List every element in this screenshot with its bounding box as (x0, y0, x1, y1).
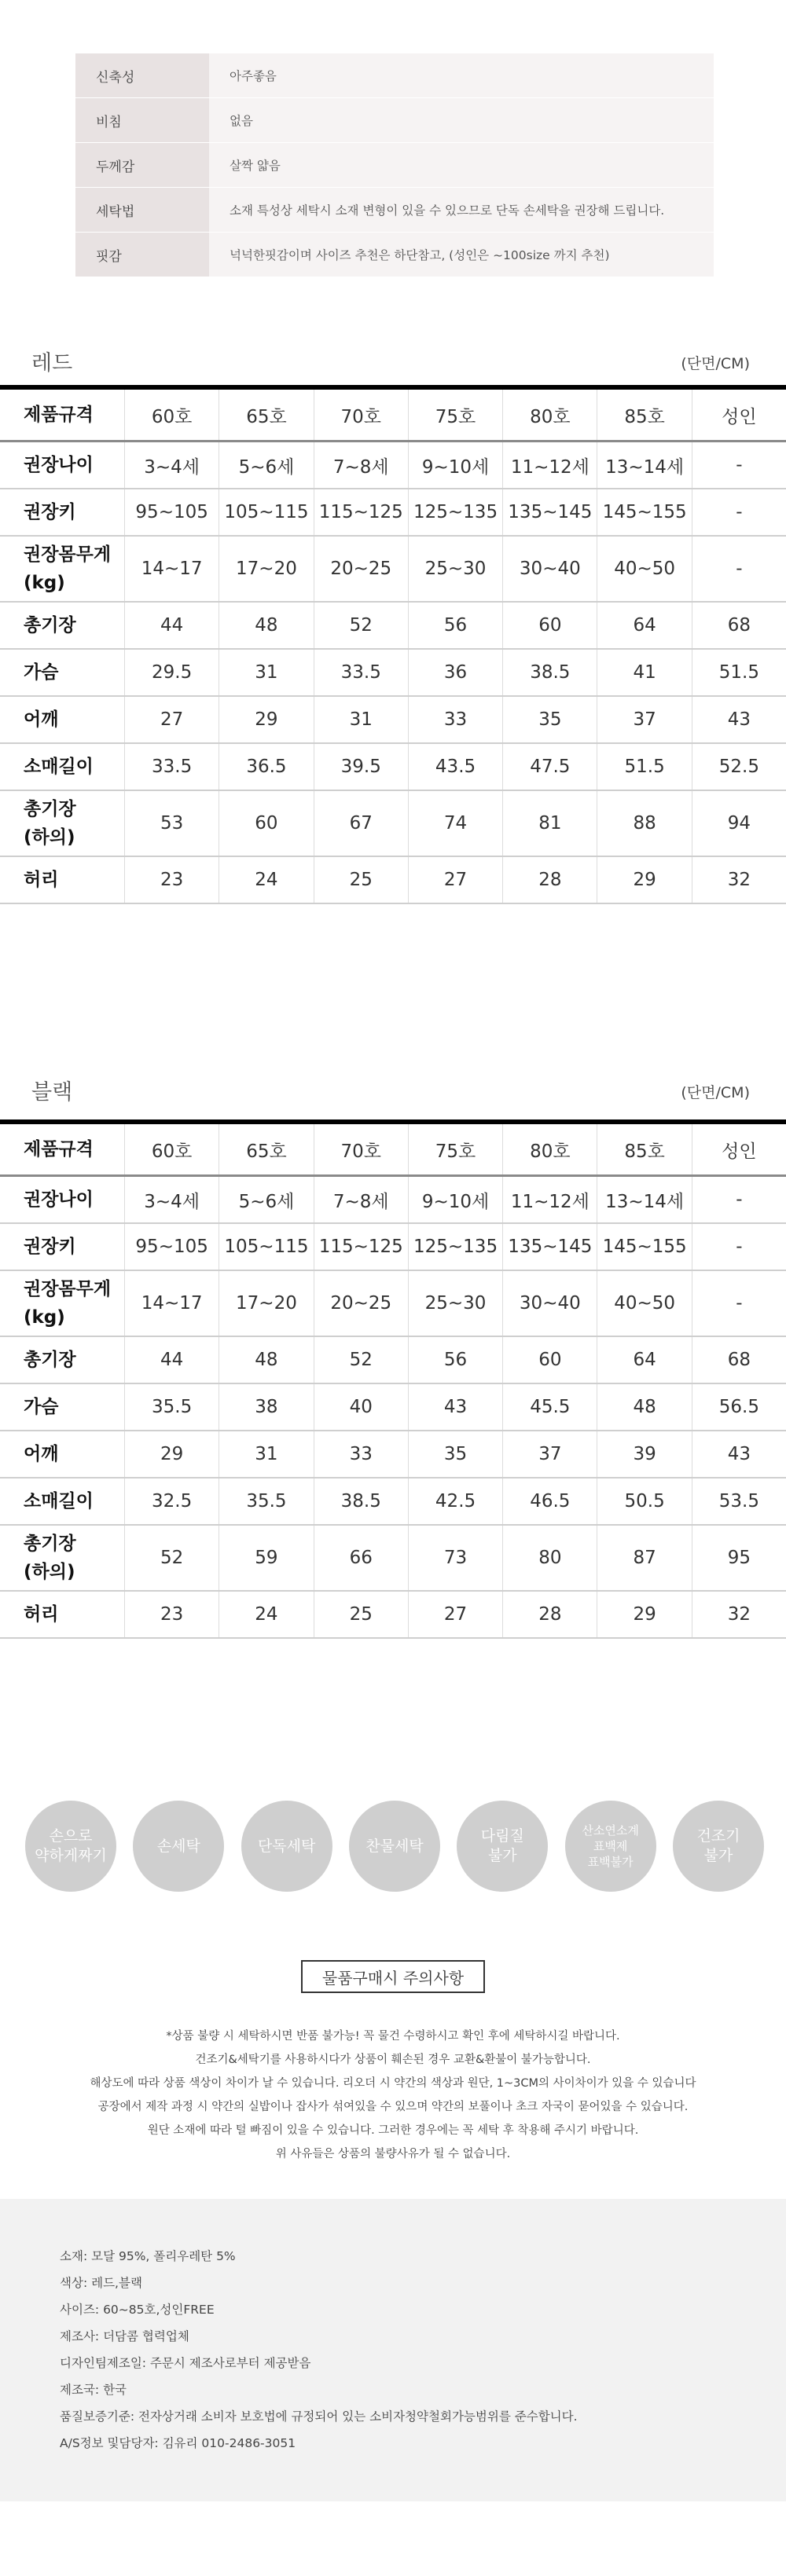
care-icon-label (481, 1827, 524, 1866)
header-size: 85호 (597, 1124, 691, 1174)
table-cell: 56 (408, 603, 502, 648)
table-cell: 29 (219, 697, 313, 742)
table-row (0, 1271, 786, 1337)
table-cell: 33 (314, 1431, 408, 1477)
row-label (0, 1384, 124, 1430)
care-icon-line: 불가 (703, 1847, 733, 1864)
attribute-key: 비침 (75, 98, 209, 142)
table-cell: 74 (408, 791, 502, 856)
table-cell: 13~14세 (597, 1177, 691, 1222)
table-cell: 95~105 (124, 1224, 219, 1270)
table-cell: 30~40 (502, 1271, 597, 1336)
table-cell: 25 (314, 857, 408, 903)
row-label-line: 권장나이 (24, 455, 94, 475)
table-cell: 23 (124, 857, 219, 903)
section-title: 블랙 (31, 1080, 73, 1105)
row-label (0, 1271, 124, 1336)
table-cell: 48 (219, 603, 313, 648)
attribute-row (75, 233, 714, 277)
attribute-value: 소재 특성상 세탁시 소재 변형이 있을 수 있으므로 단독 손세탁을 권장해 드립니다. (209, 188, 714, 232)
table-row (0, 791, 786, 857)
table-cell: 56 (408, 1337, 502, 1383)
notice-line: 원단 소재에 따라 털 빠짐이 있을 수 있습니다. 그러한 경우에는 꼭 세탁 후 착용해 주시기 바랍니다. (147, 2124, 639, 2137)
product-info-line: 소재: 모달 95%, 폴리우레탄 5% (60, 2249, 236, 2263)
table-cell: - (692, 1271, 786, 1336)
notice-line: 위 사유들은 상품의 불량사유가 될 수 없습니다. (275, 2148, 511, 2160)
table-cell: 52.5 (692, 744, 786, 790)
table-cell: 9~10세 (408, 1177, 502, 1222)
table-cell: 14~17 (124, 537, 219, 601)
table-cell: 24 (219, 1592, 313, 1637)
row-label-line: 총기장 (24, 1534, 76, 1554)
table-cell: 40~50 (597, 537, 691, 601)
table-cell: 29 (124, 1431, 219, 1477)
table-cell: 20~25 (314, 537, 408, 601)
table-cell: 105~115 (219, 489, 313, 535)
notice-line: *상품 불량 시 세탁하시면 반품 불가능! 꼭 물건 수령하시고 확인 후에 세탁하시길 바랍니다. (166, 2030, 620, 2043)
attribute-value: 살짝 얇음 (209, 143, 714, 187)
row-label (0, 697, 124, 742)
table-row (0, 857, 786, 904)
row-label-line: 어깨 (24, 709, 59, 730)
header-size: 60호 (124, 390, 219, 440)
table-cell: 17~20 (219, 1271, 313, 1336)
table-cell: - (692, 1224, 786, 1270)
table-cell: 3~4세 (124, 1177, 219, 1222)
table-cell: 50.5 (597, 1479, 691, 1524)
table-row (0, 442, 786, 489)
table-cell: 27 (408, 1592, 502, 1637)
care-icon-line: 약하게짜기 (35, 1847, 107, 1864)
row-label-line: 가슴 (24, 662, 59, 683)
table-cell: 73 (408, 1526, 502, 1590)
section-unit: (단면/CM) (681, 355, 750, 372)
row-label-line: (하의) (24, 1562, 75, 1582)
care-icon-line: 불가 (487, 1847, 517, 1864)
size-section-header-red (0, 346, 786, 377)
table-cell: 40~50 (597, 1271, 691, 1336)
attribute-row (75, 143, 714, 188)
table-row (0, 1479, 786, 1526)
row-label-line: 권장키 (24, 1237, 76, 1257)
row-label-line: (kg) (24, 1307, 65, 1328)
table-cell: 45.5 (502, 1384, 597, 1430)
care-icons (25, 1801, 764, 1892)
table-cell: 95 (692, 1526, 786, 1590)
table-cell: 44 (124, 1337, 219, 1383)
table-cell: 47.5 (502, 744, 597, 790)
row-label (0, 1177, 124, 1222)
row-label-line: 권장몸무게 (24, 544, 112, 565)
table-cell: 59 (219, 1526, 313, 1590)
header-size: 85호 (597, 390, 691, 440)
table-cell: 46.5 (502, 1479, 597, 1524)
size-table-red (0, 385, 786, 904)
product-info-line: 사이즈: 60~85호,성인FREE (60, 2303, 215, 2317)
notice-line: 해상도에 따라 상품 색상이 차이가 날 수 있습니다. 리오더 시 약간의 색상과 원단, 1~3CM의 사이차이가 있을 수 있습니다 (90, 2077, 696, 2090)
row-label (0, 1592, 124, 1637)
table-cell: 135~145 (502, 1224, 597, 1270)
attribute-row (75, 98, 714, 143)
header-size: 70호 (314, 390, 408, 440)
table-cell: 39 (597, 1431, 691, 1477)
table-row (0, 1592, 786, 1639)
row-label-line: (kg) (24, 573, 65, 593)
table-cell: 60 (502, 1337, 597, 1383)
row-label (0, 1479, 124, 1524)
care-icon (349, 1801, 440, 1892)
table-row (0, 1431, 786, 1479)
care-icon (241, 1801, 332, 1892)
row-label-line: 허리 (24, 1604, 59, 1625)
table-cell: - (692, 442, 786, 488)
table-row (0, 603, 786, 650)
table-cell: 32 (692, 1592, 786, 1637)
table-cell: 7~8세 (314, 1177, 408, 1222)
row-label (0, 1337, 124, 1383)
table-cell: 53.5 (692, 1479, 786, 1524)
table-cell: 115~125 (314, 489, 408, 535)
table-cell: 31 (314, 697, 408, 742)
care-icon (457, 1801, 548, 1892)
table-cell: 23 (124, 1592, 219, 1637)
table-cell: 66 (314, 1526, 408, 1590)
attribute-row (75, 53, 714, 98)
table-cell: 64 (597, 1337, 691, 1383)
table-row (0, 1384, 786, 1431)
table-cell: 115~125 (314, 1224, 408, 1270)
table-cell: 36 (408, 650, 502, 695)
attribute-key: 세탁법 (75, 188, 209, 232)
table-cell: 43.5 (408, 744, 502, 790)
table-cell: 32 (692, 857, 786, 903)
table-cell: 95~105 (124, 489, 219, 535)
table-cell: 145~155 (597, 489, 691, 535)
header-size: 65호 (219, 1124, 313, 1174)
table-cell: 5~6세 (219, 442, 313, 488)
table-cell: 27 (408, 857, 502, 903)
table-row (0, 537, 786, 603)
row-label (0, 442, 124, 488)
attribute-key: 핏감 (75, 233, 209, 277)
header-size: 성인 (692, 390, 786, 440)
table-cell: 35 (502, 697, 597, 742)
table-row (0, 1177, 786, 1224)
table-cell: 51.5 (597, 744, 691, 790)
header-size: 70호 (314, 1124, 408, 1174)
table-cell: 60 (219, 791, 313, 856)
table-cell: 39.5 (314, 744, 408, 790)
header-size: 80호 (502, 1124, 597, 1174)
table-cell: 25~30 (408, 1271, 502, 1336)
table-cell: 28 (502, 857, 597, 903)
table-cell: 32.5 (124, 1479, 219, 1524)
row-label (0, 489, 124, 535)
table-cell: 68 (692, 603, 786, 648)
care-icon-label (157, 1837, 200, 1856)
care-icon (133, 1801, 224, 1892)
product-info-line: 품질보증기준: 전자상거래 소비자 보호법에 규정되어 있는 소비자청약철회가능범위를 준수합니다. (60, 2409, 578, 2424)
table-cell: 17~20 (219, 537, 313, 601)
table-cell: 29.5 (124, 650, 219, 695)
table-cell: 52 (314, 603, 408, 648)
table-cell: 38.5 (314, 1479, 408, 1524)
care-icon-label (258, 1837, 315, 1856)
table-cell: 56.5 (692, 1384, 786, 1430)
table-cell: 14~17 (124, 1271, 219, 1336)
attribute-value: 없음 (209, 98, 714, 142)
table-header-row (0, 390, 786, 442)
header-size: 60호 (124, 1124, 219, 1174)
row-label-line: (하의) (24, 827, 75, 848)
row-label-line: 소매길이 (24, 1491, 94, 1512)
table-cell: 35.5 (219, 1479, 313, 1524)
care-icon-line: 손으로 (49, 1827, 93, 1845)
product-info-panel (0, 2199, 786, 2501)
table-cell: 30~40 (502, 537, 597, 601)
table-header-row (0, 1124, 786, 1177)
care-icon (565, 1801, 656, 1892)
row-label-line: 총기장 (24, 615, 76, 636)
table-cell: 60 (502, 603, 597, 648)
table-cell: 41 (597, 650, 691, 695)
table-cell: 11~12세 (502, 442, 597, 488)
table-cell: 29 (597, 857, 691, 903)
row-label-line: 소매길이 (24, 757, 94, 777)
row-label (0, 1526, 124, 1590)
table-cell: 37 (502, 1431, 597, 1477)
row-label-line: 총기장 (24, 799, 76, 819)
notice-line: 공장에서 제작 과정 시 약간의 실밥이나 잡사가 섞여있을 수 있으며 약간의 보풀이나 초크 자국이 묻어있을 수 있습니다. (97, 2101, 689, 2113)
table-cell: 40 (314, 1384, 408, 1430)
table-cell: 105~115 (219, 1224, 313, 1270)
table-cell: 11~12세 (502, 1177, 597, 1222)
table-cell: 31 (219, 1431, 313, 1477)
attribute-row (75, 188, 714, 233)
table-cell: 24 (219, 857, 313, 903)
table-cell: 29 (597, 1592, 691, 1637)
table-cell: 5~6세 (219, 1177, 313, 1222)
notice-text (0, 2025, 786, 2166)
attribute-value: 넉넉한핏감이며 사이즈 추천은 하단참고, (성인은 ~100size 까지 추천) (209, 233, 714, 277)
table-row (0, 1526, 786, 1592)
table-row (0, 1224, 786, 1271)
header-size: 75호 (408, 1124, 502, 1174)
table-cell: 20~25 (314, 1271, 408, 1336)
table-row (0, 744, 786, 791)
care-icon-line: 표백제 (593, 1839, 628, 1853)
table-row (0, 1337, 786, 1384)
product-info-line: 제조사: 더담콤 협력업체 (60, 2329, 189, 2343)
attribute-key: 신축성 (75, 53, 209, 97)
row-label (0, 537, 124, 601)
table-cell: 125~135 (408, 489, 502, 535)
table-cell: 64 (597, 603, 691, 648)
care-icon-label (696, 1827, 740, 1866)
care-icon (673, 1801, 764, 1892)
attribute-key: 두께감 (75, 143, 209, 187)
table-cell: 88 (597, 791, 691, 856)
row-label (0, 1431, 124, 1477)
row-label (0, 744, 124, 790)
header-size: 65호 (219, 390, 313, 440)
table-cell: - (692, 489, 786, 535)
care-icon-line: 산소연소계 (582, 1823, 639, 1838)
row-label-line: 어깨 (24, 1444, 59, 1464)
table-cell: 44 (124, 603, 219, 648)
table-cell: 43 (692, 1431, 786, 1477)
table-cell: 53 (124, 791, 219, 856)
table-cell: 42.5 (408, 1479, 502, 1524)
table-cell: 145~155 (597, 1224, 691, 1270)
size-table-black (0, 1119, 786, 1639)
care-icon-line: 손세탁 (156, 1837, 200, 1855)
section-unit: (단면/CM) (681, 1084, 750, 1101)
row-label-line: 허리 (24, 870, 59, 890)
care-icon-line: 다림질 (480, 1827, 524, 1845)
product-info-line: 제조국: 한국 (60, 2383, 127, 2397)
table-cell: 33.5 (124, 744, 219, 790)
row-label (0, 603, 124, 648)
table-cell: 38.5 (502, 650, 597, 695)
care-icon-label (365, 1837, 423, 1856)
table-cell: 48 (219, 1337, 313, 1383)
row-label-line: 총기장 (24, 1350, 76, 1370)
table-cell: 35.5 (124, 1384, 219, 1430)
table-cell: - (692, 1177, 786, 1222)
row-label-line: 권장나이 (24, 1189, 94, 1210)
table-cell: 48 (597, 1384, 691, 1430)
care-icon-label (582, 1823, 638, 1870)
table-cell: 31 (219, 650, 313, 695)
table-cell: 80 (502, 1526, 597, 1590)
table-cell: 38 (219, 1384, 313, 1430)
care-icon (25, 1801, 116, 1892)
table-cell: 67 (314, 791, 408, 856)
care-icon-line: 표백불가 (587, 1855, 634, 1869)
table-cell: 35 (408, 1431, 502, 1477)
row-label (0, 650, 124, 695)
table-cell: 25~30 (408, 537, 502, 601)
header-label: 제품규격 (24, 405, 94, 425)
row-label-line: 권장키 (24, 502, 76, 522)
table-cell: 43 (692, 697, 786, 742)
table-cell: 135~145 (502, 489, 597, 535)
size-section-header-black (0, 1075, 786, 1106)
header-size: 80호 (502, 390, 597, 440)
care-icon-line: 건조기 (696, 1827, 740, 1845)
table-cell: - (692, 537, 786, 601)
table-cell: 43 (408, 1384, 502, 1430)
header-label: 제품규격 (24, 1139, 94, 1160)
table-cell: 51.5 (692, 650, 786, 695)
table-cell: 125~135 (408, 1224, 502, 1270)
table-row (0, 697, 786, 744)
header-size: 75호 (408, 390, 502, 440)
table-cell: 33 (408, 697, 502, 742)
product-info-list (60, 2243, 578, 2457)
notice-line: 건조기&세탁기를 사용하시다가 상품이 훼손된 경우 교환&환불이 불가능합니다. (195, 2054, 591, 2066)
table-cell: 94 (692, 791, 786, 856)
table-cell: 87 (597, 1526, 691, 1590)
table-cell: 13~14세 (597, 442, 691, 488)
table-cell: 33.5 (314, 650, 408, 695)
row-label (0, 857, 124, 903)
attribute-value: 아주좋음 (209, 53, 714, 97)
attribute-table (75, 53, 714, 277)
care-icon-line: 찬물세탁 (365, 1837, 424, 1855)
table-cell: 52 (314, 1337, 408, 1383)
table-cell: 28 (502, 1592, 597, 1637)
table-cell: 3~4세 (124, 442, 219, 488)
table-cell: 37 (597, 697, 691, 742)
row-label (0, 791, 124, 856)
section-title: 레드 (31, 351, 73, 376)
table-cell: 81 (502, 791, 597, 856)
notice-title: 물품구매시 주의사항 (301, 1960, 485, 1993)
table-cell: 27 (124, 697, 219, 742)
table-cell: 25 (314, 1592, 408, 1637)
table-cell: 52 (124, 1526, 219, 1590)
row-label (0, 1224, 124, 1270)
table-cell: 7~8세 (314, 442, 408, 488)
header-size: 성인 (692, 1124, 786, 1174)
product-info-line: A/S정보 및담당자: 김유리 010-2486-3051 (60, 2436, 296, 2450)
care-icon-line: 단독세탁 (257, 1837, 316, 1855)
table-row (0, 489, 786, 537)
product-info-line: 디자인팀제조일: 주문시 제조사로부터 제공받음 (60, 2356, 311, 2370)
table-cell: 9~10세 (408, 442, 502, 488)
table-cell: 68 (692, 1337, 786, 1383)
care-icon-label (35, 1827, 107, 1866)
row-label-line: 권장몸무게 (24, 1279, 112, 1299)
product-info-line: 색상: 레드,블랙 (60, 2276, 142, 2290)
table-cell: 36.5 (219, 744, 313, 790)
table-row (0, 650, 786, 697)
row-label-line: 가슴 (24, 1397, 59, 1417)
